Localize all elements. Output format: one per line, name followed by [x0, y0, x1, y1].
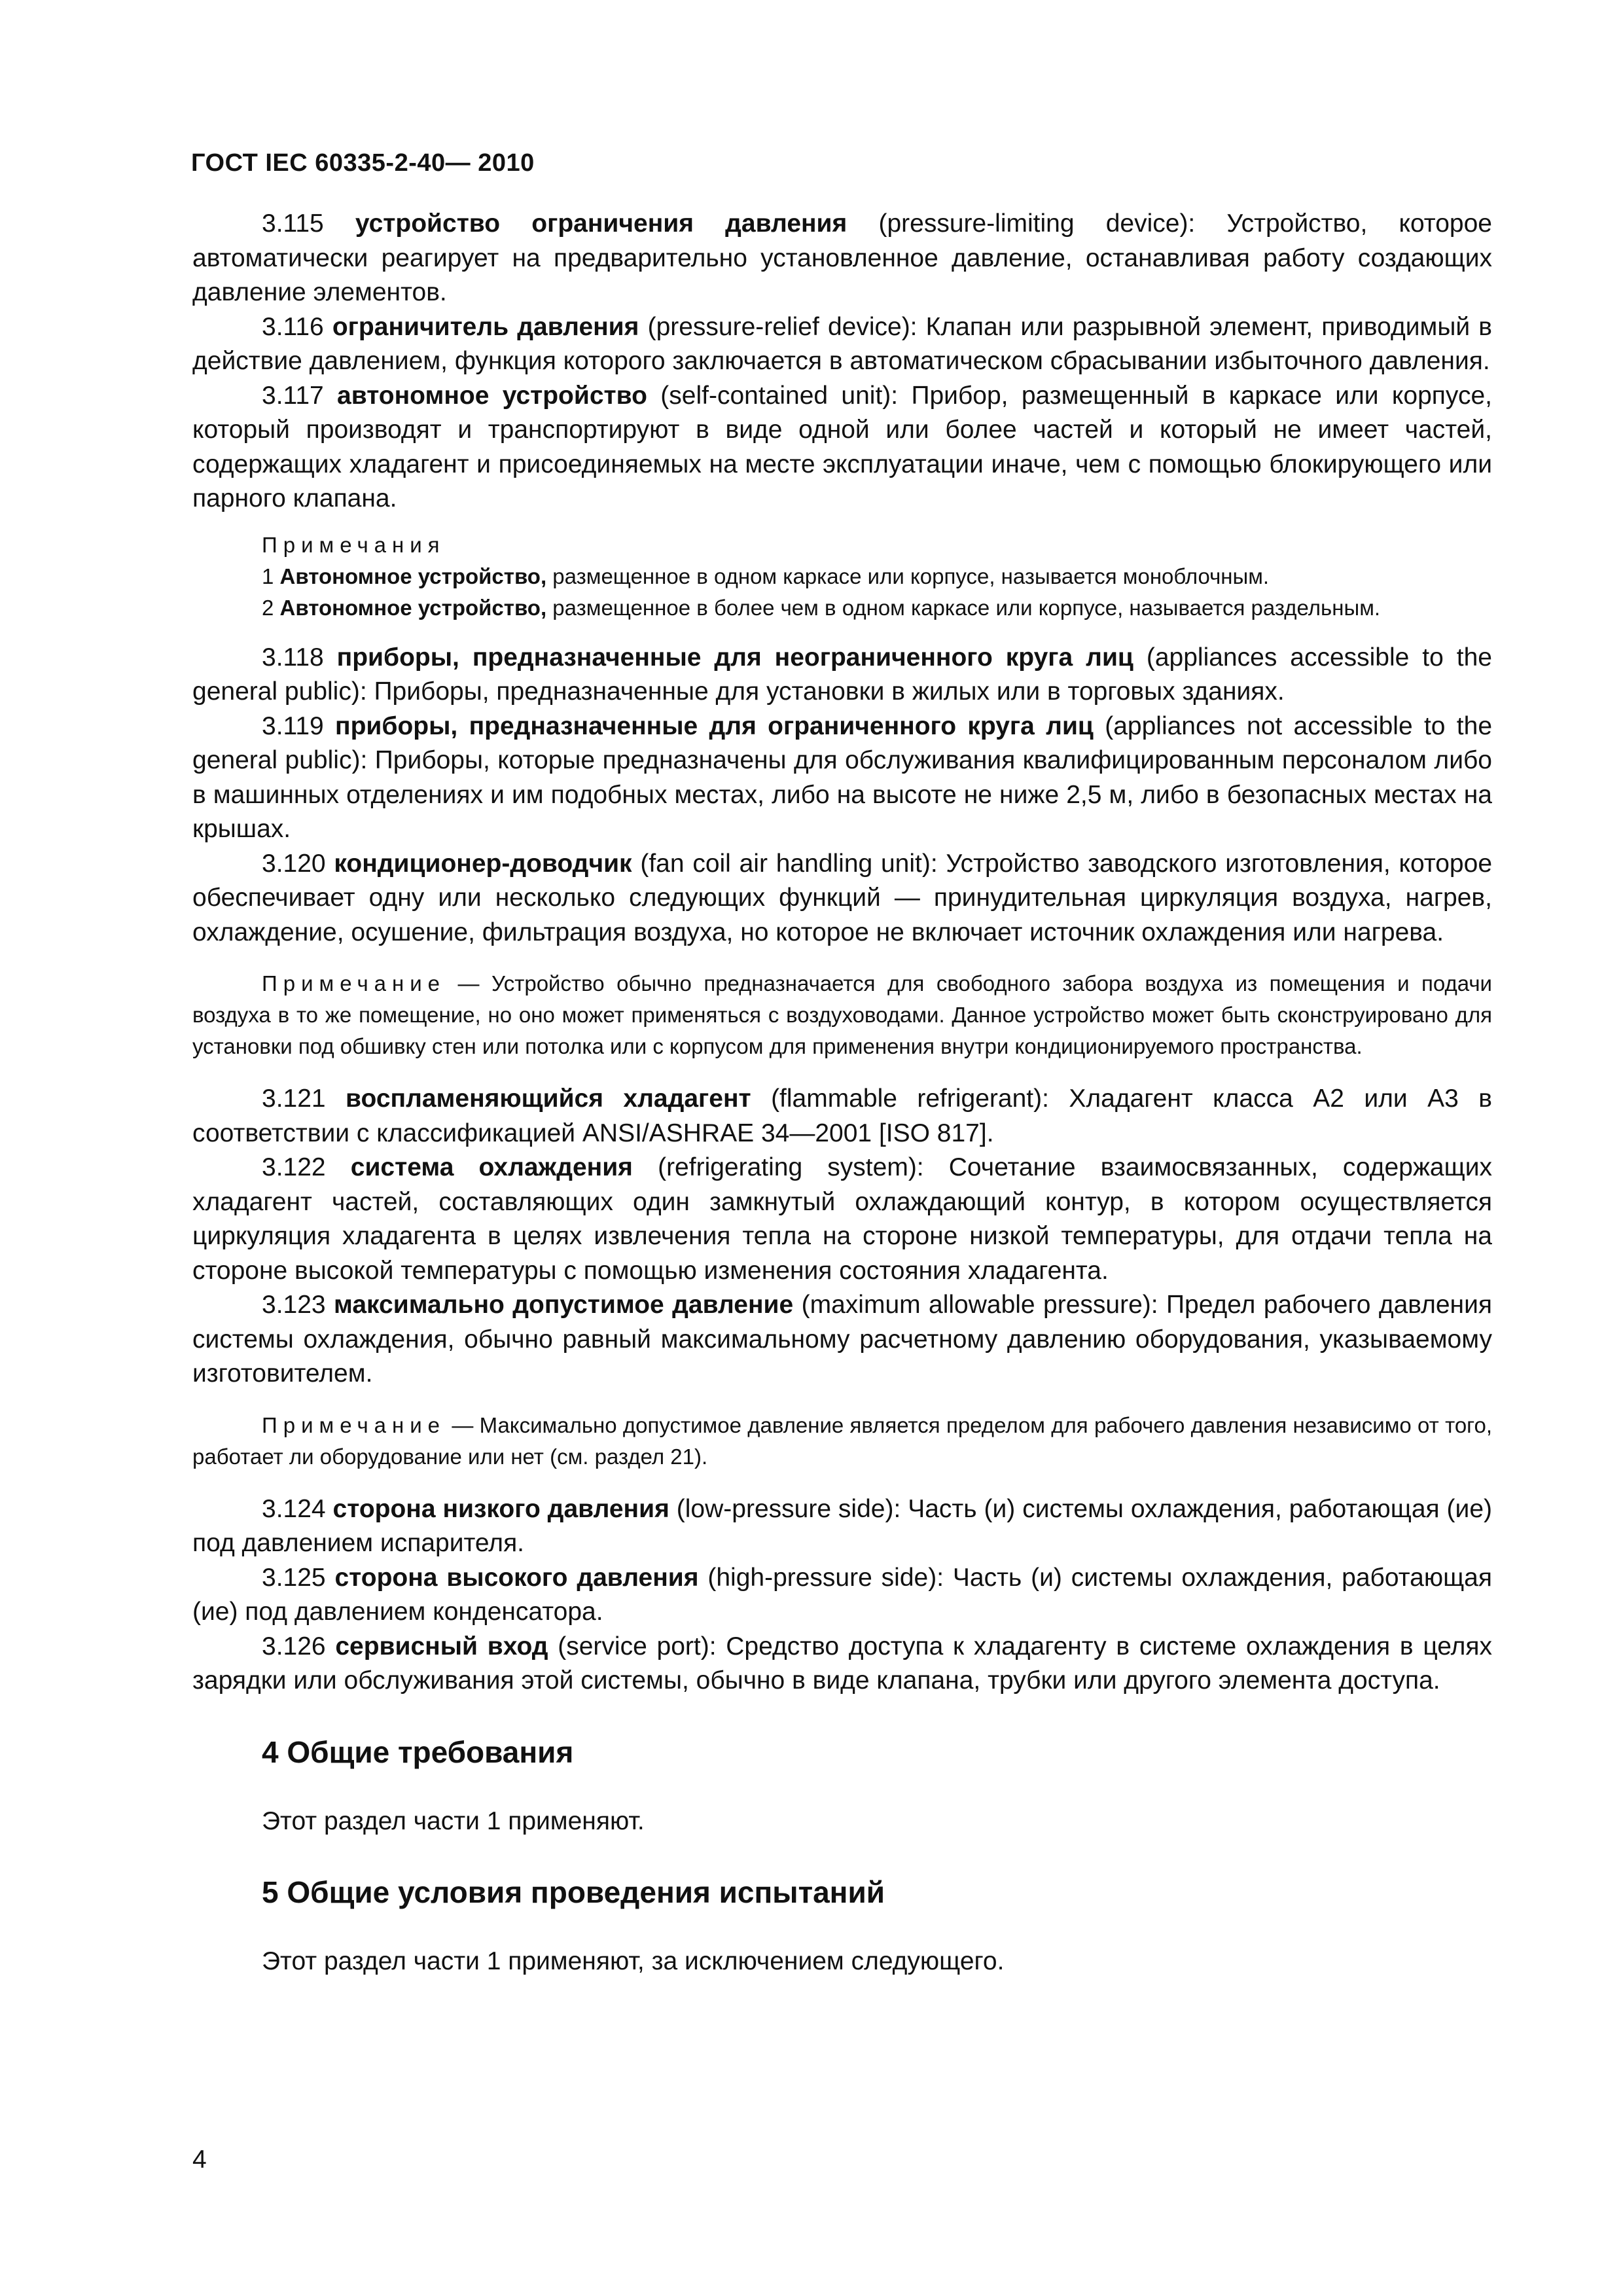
definition-number: 3.116 — [262, 312, 324, 341]
definition-text: (maximum allowable pressure): Предел рабочего давления системы охлаждения, обычно равный максимальному расчетному давлению оборудования, указываемому изготовителем. — [192, 1291, 1493, 1388]
definition-term: автономное устройство — [337, 381, 647, 410]
definition-text: (refrigerating system): Сочетание взаимосвязанных, содержащих хладагент частей, составляющих один замкнутый охлаждающий контур, в котором осуществляется циркуляция хладагента в целях извлечения тепла на стороне низкой температуры, для отдачи тепла на стороне высокой температуры с помощью изменения состояния хладагента. — [192, 1153, 1492, 1285]
definition-number: 3.120 — [262, 849, 326, 878]
definition-number: 3.121 — [262, 1085, 326, 1113]
definition-term: ограничитель давления — [332, 312, 639, 341]
definition-text: (low-pressure side): Часть (и) системы охлаждения, работающая (ие) под давлением испарителя. — [192, 1494, 1492, 1557]
definition-number: 3.117 — [262, 381, 324, 410]
notes-3-117 — [192, 529, 1492, 624]
definition-3-124 — [192, 1492, 1492, 1561]
definition-number: 3.118 — [262, 643, 324, 672]
section-number: 4 — [262, 1734, 279, 1769]
definition-text: (flammable refrigerant): Хладагент класса А2 или А3 в соответствии с классификацией ANSI/ASHRAE 34—2001 [ISO 817]. — [192, 1085, 1492, 1147]
definition-term: сторона низкого давления — [332, 1494, 669, 1523]
definition-term: сторона высокого давления — [334, 1563, 699, 1592]
definition-3-123 — [192, 1288, 1492, 1391]
note-number: 1 — [262, 564, 274, 588]
section-number: 5 — [262, 1875, 279, 1909]
notes-heading: Примечания — [262, 532, 446, 557]
note-item-1 — [192, 561, 1492, 592]
definition-text: (pressure-limiting device): Устройство, которое автоматически реагирует на предварительно установленное давление, останавливая работу создающих давление элементов. — [192, 209, 1492, 306]
definition-term: максимально допустимое давление — [334, 1291, 794, 1319]
note-item-2 — [192, 592, 1492, 624]
definition-number: 3.124 — [262, 1494, 326, 1523]
section-title: Общие требования — [287, 1734, 574, 1769]
document-header: ГОСТ IEC 60335-2-40— 2010 — [191, 149, 535, 177]
definition-term: приборы, предназначенные для ограниченного круга лиц — [335, 711, 1094, 740]
definition-term: сервисный вход — [335, 1632, 548, 1660]
definition-3-122 — [192, 1151, 1492, 1288]
definition-text: (pressure-relief device): Клапан или разрывной элемент, приводимый в действие давлением, функция которого заключается в автоматическом сбрасывании избыточного давления. — [192, 312, 1493, 375]
page-number: 4 — [192, 2145, 207, 2174]
definition-number: 3.125 — [262, 1563, 326, 1592]
definition-number: 3.122 — [262, 1153, 326, 1181]
definition-3-126 — [192, 1630, 1492, 1698]
definition-3-125 — [192, 1561, 1492, 1630]
note-text: размещенное в одном каркасе или корпусе, называется моноблочным. — [552, 564, 1270, 588]
definition-text: (self-contained unit): Прибор, размещенный в каркасе или корпусе, который производят и транспортируют в виде одной или более частей и который не имеет частей, содержащих хладагент и присоединяемых на месте эксплуатации иначе, чем с помощью блокирующего или парного клапана. — [192, 381, 1492, 512]
note-3-120 — [192, 968, 1492, 1062]
definition-3-120 — [192, 847, 1492, 950]
definition-text: (service port): Средство доступа к хладагенту в системе охлаждения в целях зарядки или обслуживания этой системы, обычно в виде клапана, трубки или другого элемента доступа. — [192, 1632, 1492, 1695]
page-content — [192, 207, 1492, 1979]
note-number: 2 — [262, 595, 274, 620]
section-5-text: Этот раздел части 1 применяют, за исключением следующего. — [262, 1947, 1005, 1975]
definition-term: приборы, предназначенные для неограниченного круга лиц — [336, 643, 1133, 672]
definition-3-115 — [192, 207, 1492, 310]
section-4-text: Этот раздел части 1 применяют. — [262, 1806, 645, 1835]
definition-number: 3.123 — [262, 1291, 326, 1319]
definition-number: 3.115 — [262, 209, 324, 238]
note-term: Автономное устройство, — [279, 595, 547, 620]
definition-text: (appliances not accessible to the general public): Приборы, которые предназначены для обслуживания квалифицированным персоналом либо в машинных отделениях и им подобных местах, либо на высоте не ниже 2,5 м, либо в безопасных местах на крышах. — [192, 711, 1493, 843]
definition-term: кондиционер-доводчик — [334, 849, 632, 878]
definition-3-121 — [192, 1082, 1492, 1151]
definition-term: устройство ограничения давления — [355, 209, 847, 238]
note-text: — Максимально допустимое давление является пределом для рабочего давления независимо от того, работает ли оборудование или нет (см. раздел 21). — [192, 1412, 1492, 1469]
definition-term: воспламеняющийся хладагент — [346, 1085, 751, 1113]
section-4-heading — [192, 1732, 1492, 1772]
note-term: Автономное устройство, — [279, 564, 547, 588]
definition-text: (appliances accessible to the general public): Приборы, предназначенные для установки в жилых или в торговых зданиях. — [192, 643, 1492, 706]
definition-3-119 — [192, 709, 1492, 847]
note-text: — Устройство обычно предназначается для свободного забора воздуха из помещения и подачи воздуха в то же помещение, но оно может применяться с воздуховодами. Данное устройство может быть сконструировано для установки под обшивку стен или потолка или с корпусом для применения внутри кондиционируемого пространства. — [192, 971, 1492, 1058]
definition-number: 3.119 — [262, 711, 324, 740]
definition-3-116 — [192, 310, 1492, 379]
note-label: Примечание — [262, 971, 446, 996]
note-3-123 — [192, 1410, 1492, 1473]
note-text: размещенное в более чем в одном каркасе или корпусе, называется раздельным. — [552, 595, 1381, 620]
note-label: Примечание — [262, 1412, 446, 1437]
definition-3-117 — [192, 379, 1492, 516]
section-title: Общие условия проведения испытаний — [287, 1875, 885, 1909]
definition-term: система охлаждения — [350, 1153, 633, 1181]
definition-number: 3.126 — [262, 1632, 326, 1660]
definition-3-118 — [192, 641, 1492, 709]
definition-text: (fan coil air handling unit): Устройство заводского изготовления, которое обеспечивает одну или несколько следующих функций — принудительная циркуляция воздуха, нагрев, охлаждение, осушение, фильтрация воздуха, но которое не включает источник охлаждения или нагрева. — [192, 849, 1493, 946]
section-5-heading — [192, 1873, 1492, 1912]
definition-text: (high-pressure side): Часть (и) системы охлаждения, работающая (ие) под давлением конденсатора. — [192, 1563, 1492, 1626]
